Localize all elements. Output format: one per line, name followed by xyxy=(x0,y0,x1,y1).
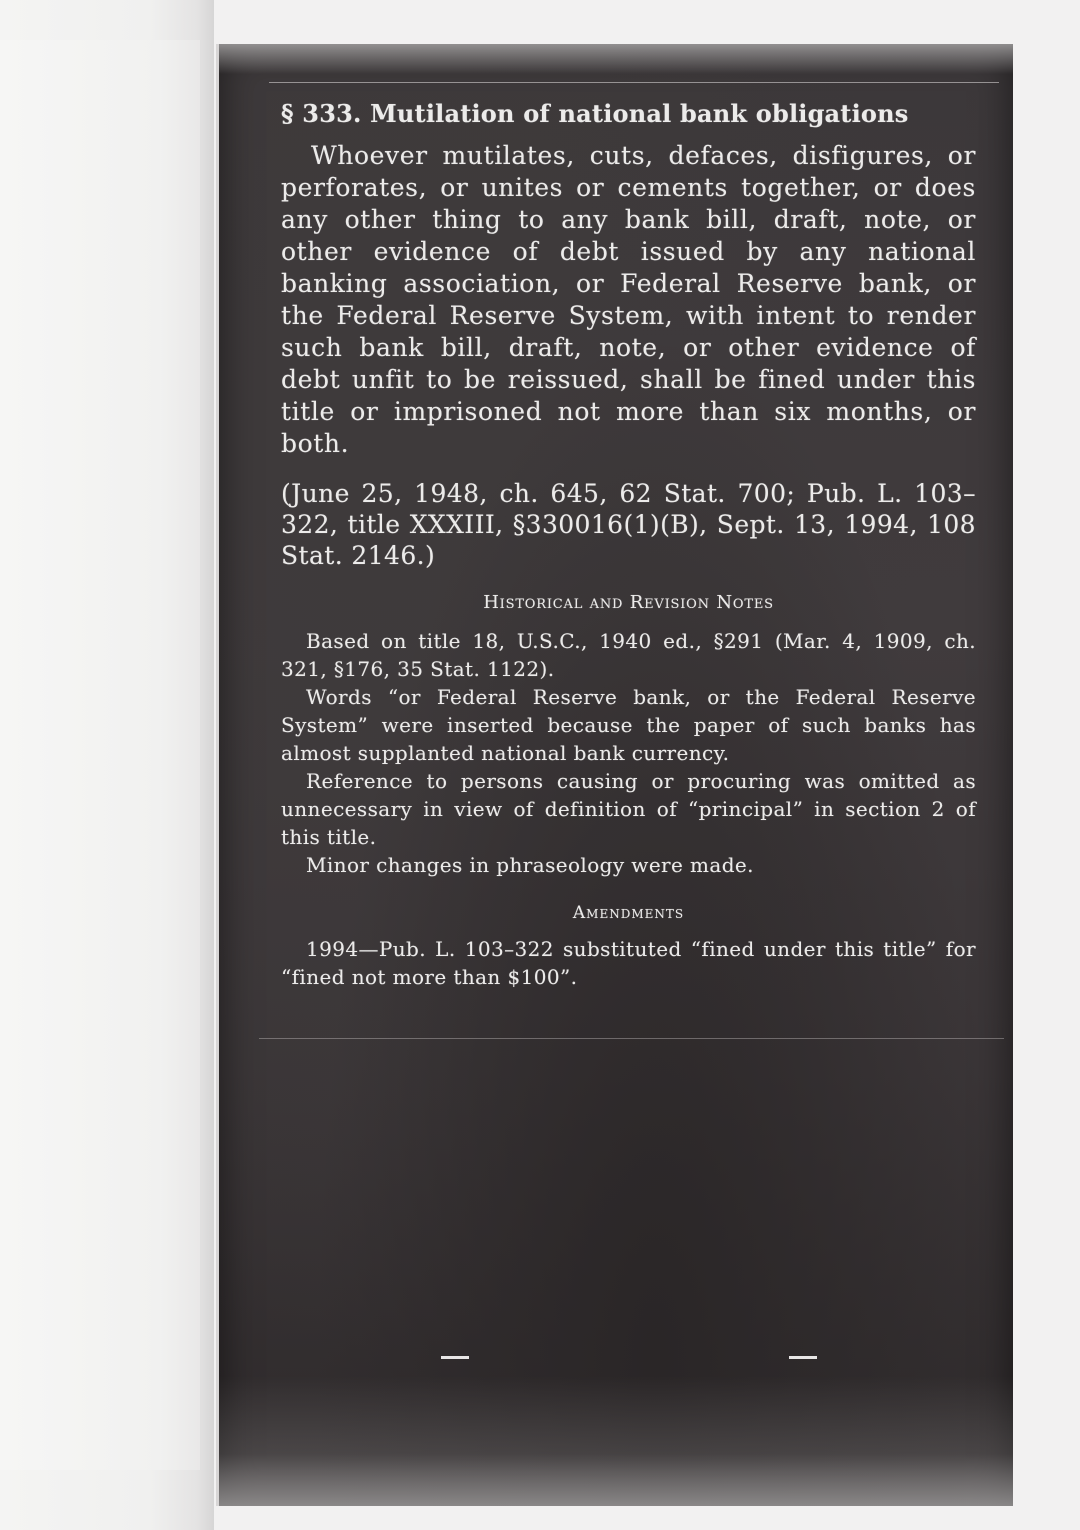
historical-note-3: Reference to persons causing or procuring was omitted as unnecessary in view of definition of “principal” in section 2 of this title. xyxy=(281,769,976,849)
left-page xyxy=(0,0,214,1530)
page-bottom-fade xyxy=(219,1376,1013,1506)
scan-mark-left xyxy=(441,1356,469,1359)
statute-text-block xyxy=(281,98,976,991)
amendments-heading: Amendments xyxy=(572,903,685,923)
historical-notes-heading: Historical and Revision Notes xyxy=(483,592,774,613)
section-body: Whoever mutilates, cuts, defaces, disfigures, or perforates, or unites or cements together, or does any other thing to any bank bill, draft, note, or other evidence of debt issued by any national banking association, or Federal Reserve bank, or the Federal Reserve System, with intent to render such bank bill, draft, note, or other evidence of debt unfit to be reissued, shall be fined under this title or imprisoned not more than six months, or both. xyxy=(281,141,976,458)
scan-mark-right xyxy=(789,1356,817,1359)
historical-note-4: Minor changes in phraseology were made. xyxy=(306,853,754,877)
page-top-fade xyxy=(219,44,1013,74)
section-citation: (June 25, 1948, ch. 645, 62 Stat. 700; Pub. L. 103–322, title XXXIII, §330016(1)(B), Sept. 13, 1994, 108 Stat. 2146.) xyxy=(281,479,976,570)
historical-note-1: Based on title 18, U.S.C., 1940 ed., §291 (Mar. 4, 1909, ch. 321, §176, 35 Stat. 1122). xyxy=(281,629,976,681)
top-rule xyxy=(269,82,999,83)
amendments-text: 1994—Pub. L. 103–322 substituted “fined under this title” for “fined not more than $100”. xyxy=(281,937,976,989)
historical-note-2: Words “or Federal Reserve bank, or the Federal Reserve System” were inserted because the paper of such banks has almost supplanted national bank currency. xyxy=(281,685,976,765)
left-page-edge xyxy=(0,40,202,1470)
photocopied-page xyxy=(216,44,1013,1506)
bottom-rule xyxy=(259,1038,1004,1039)
section-title: § 333. Mutilation of national bank obligations xyxy=(281,99,909,128)
